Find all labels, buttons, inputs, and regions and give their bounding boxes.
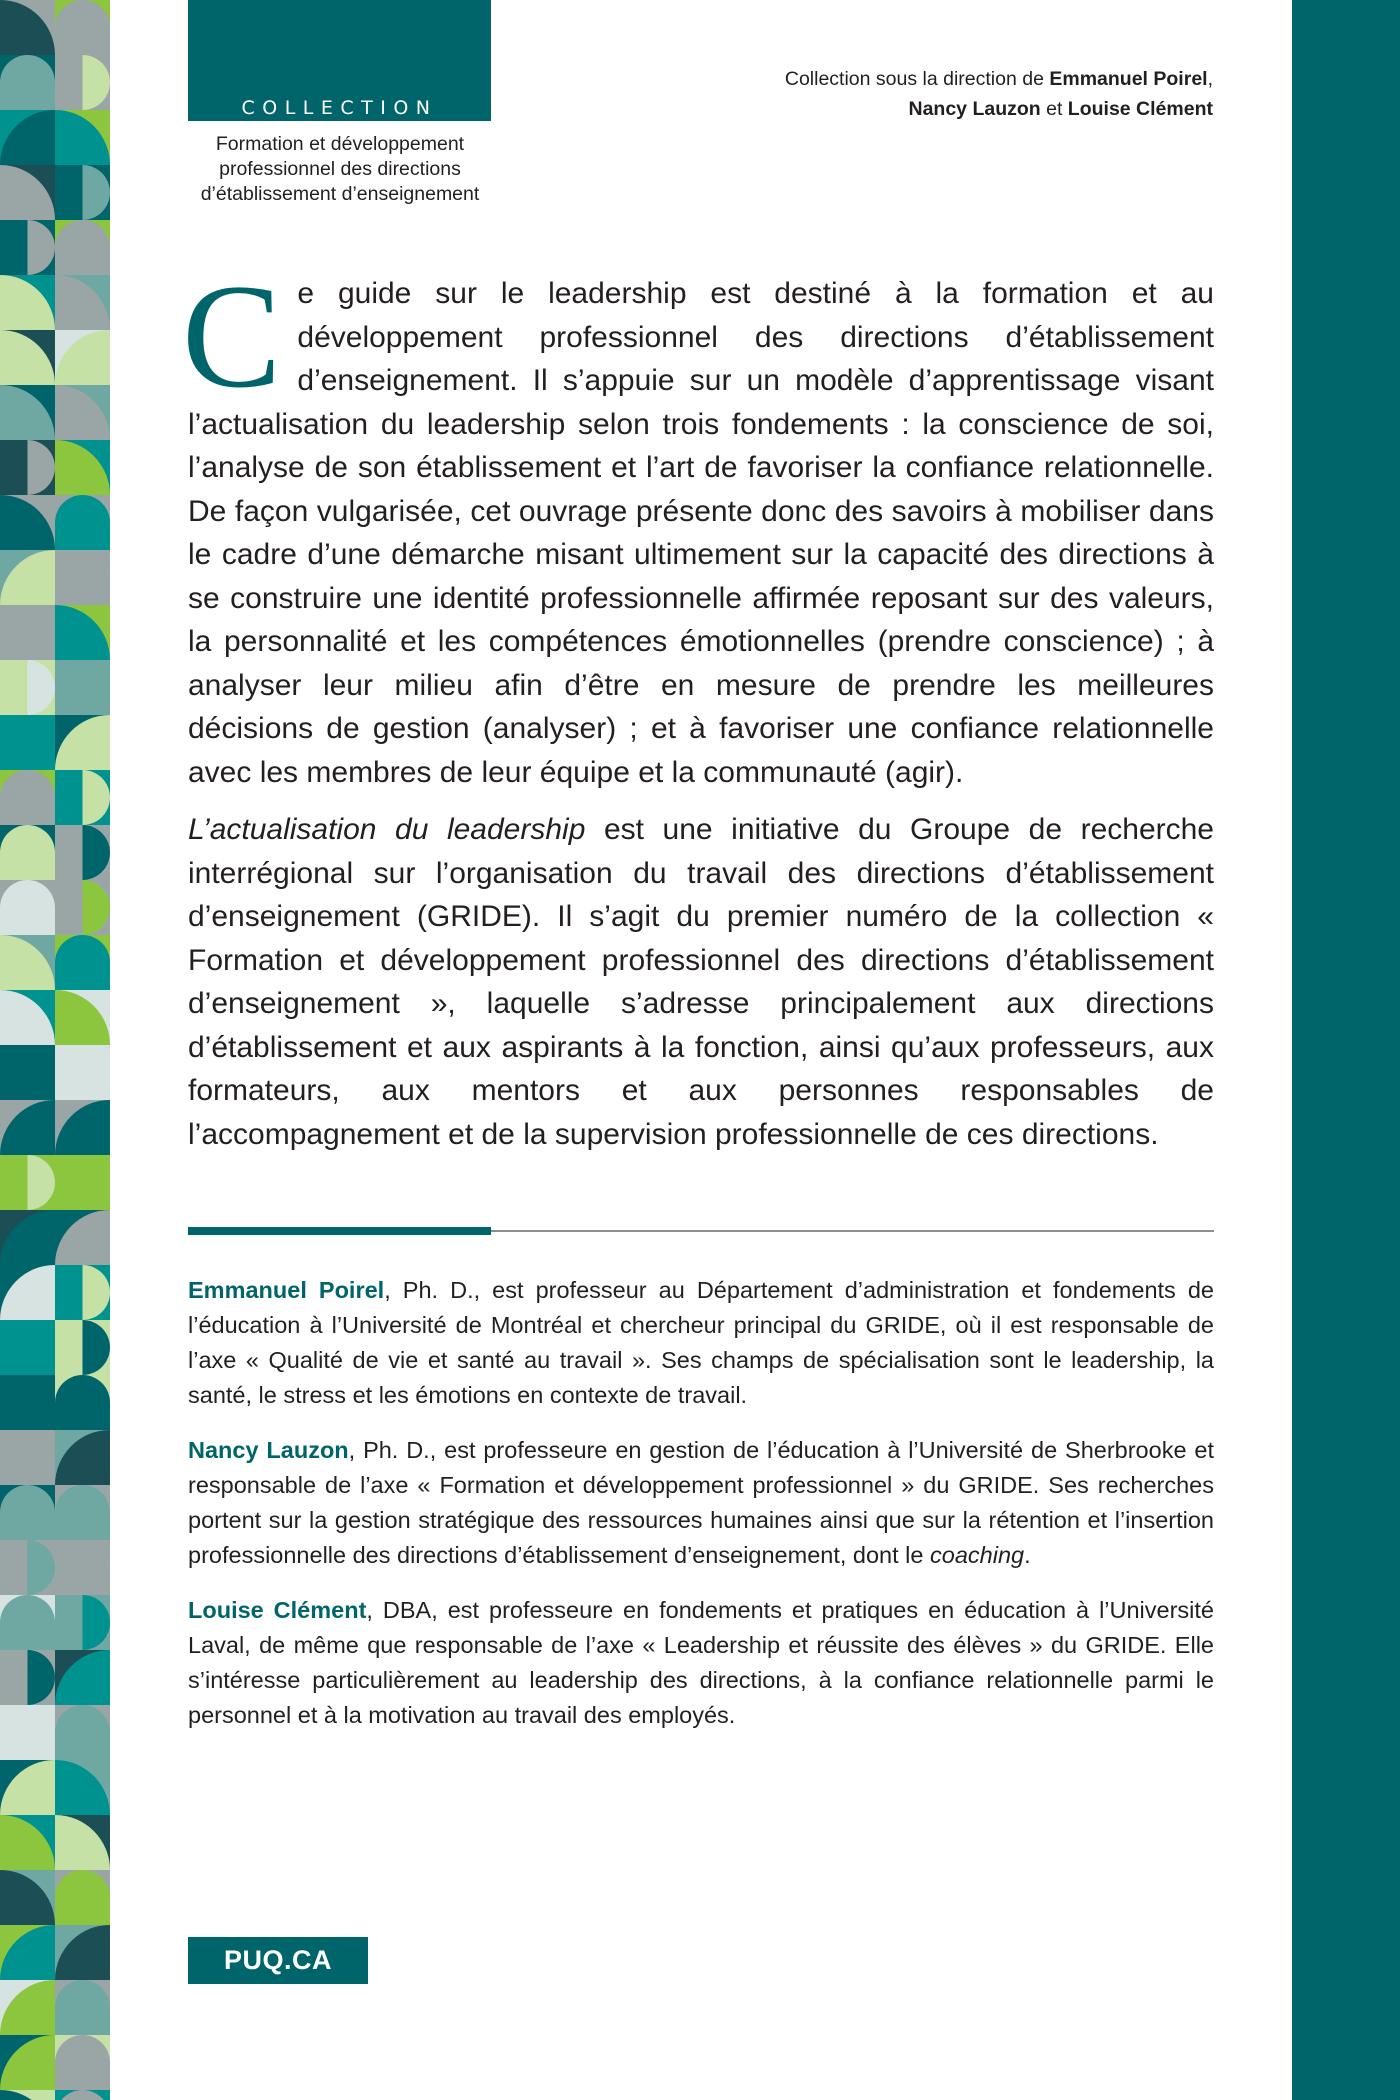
editors-line-1 bbox=[785, 64, 1213, 94]
pattern-shape bbox=[55, 220, 110, 275]
author-bio bbox=[188, 1433, 1214, 1573]
pattern-shape bbox=[55, 495, 110, 550]
editors-line-2 bbox=[785, 94, 1213, 124]
description-text: e guide sur le leadership est destiné à la formation et au développement professionnel des directions d’établissement d’enseignement. Il s’appuie sur un modèle d’apprentissage visant l’actualisation du leadership selon trois fondements : la conscience de soi, l’analyse de son établissement et l’art de favoriser la confiance relationnelle. De façon vulgarisée, cet ouvrage présente donc des savoirs à mobiliser dans le cadre d’une démarche misant ultimement sur la capacité des directions à se construire une identité professionnelle affirmée reposant sur des valeurs, la personnalité et les compétences émotionnelles (prendre conscience) ; à analyser leur milieu afin d’être en mesure de prendre les meilleures décisions de gestion (analyser) ; et à favoriser une confiance relationnelle avec les membres de leur équipe et la communauté (agir). bbox=[188, 277, 1214, 789]
divider-accent bbox=[188, 1227, 491, 1235]
collection-subtitle-line: d’établissement d’enseignement bbox=[200, 183, 480, 205]
geometric-pattern bbox=[0, 0, 110, 2100]
collection-subtitle-line: Formation et développement bbox=[215, 133, 465, 155]
pattern-shape bbox=[0, 825, 55, 880]
pattern-shape bbox=[55, 1705, 110, 1760]
divider-line bbox=[491, 1230, 1214, 1232]
author-bio-end: . bbox=[1024, 1542, 1031, 1568]
publisher-website-badge[interactable] bbox=[188, 1937, 368, 1984]
pattern-shape bbox=[55, 1980, 110, 2035]
author-name: Nancy Lauzon bbox=[188, 1437, 349, 1463]
editor-name: Nancy Lauzon bbox=[908, 98, 1041, 120]
editor-name: Louise Clément bbox=[1067, 98, 1213, 120]
collection-label: COLLECTION bbox=[241, 97, 438, 119]
book-title: L’actualisation du leadership bbox=[188, 813, 586, 846]
pattern-shape bbox=[0, 715, 55, 770]
author-bio bbox=[188, 1273, 1214, 1413]
author-bio bbox=[188, 1593, 1214, 1733]
decorative-pattern-strip bbox=[0, 0, 110, 2100]
author-bio-italic: coaching bbox=[930, 1542, 1025, 1568]
pattern-shape bbox=[0, 1485, 55, 1540]
pattern-shape bbox=[55, 935, 110, 990]
pattern-shape bbox=[55, 1375, 110, 1430]
author-bio-text: , Ph. D., est professeur au Département d’administration et fondements de l’éducation à l’Université de Montréal et chercheur principal du GRIDE, où il est responsable de l’axe « Qualité de vie et santé au travail ». Ses champs de spécialisation sont le leadership, la santé, le stress et les émotions en contexte de travail. bbox=[188, 1277, 1214, 1408]
author-bio-text: , DBA, est professeure en fondements et pratiques en éducation à l’Université Laval, de même que responsable de l’axe « Leadership et réussite des élèves » du GRIDE. Elle s’intéresse particulièrement au leadership des directions, à la confiance relationnelle parmi le personnel et à la motivation au travail des employés. bbox=[188, 1597, 1214, 1728]
editor-name: Emmanuel Poirel bbox=[1049, 68, 1208, 90]
pattern-shape bbox=[0, 1595, 55, 1650]
author-name: Emmanuel Poirel bbox=[188, 1277, 385, 1303]
pattern-shape bbox=[0, 880, 55, 935]
description-paragraph-2 bbox=[188, 808, 1214, 1156]
pattern-shape bbox=[0, 1045, 55, 1100]
collection-subtitle-line: professionnel des directions bbox=[219, 158, 461, 180]
drop-cap: C bbox=[182, 254, 282, 419]
pattern-shape bbox=[55, 0, 110, 55]
book-description bbox=[182, 254, 1214, 1170]
pattern-shape bbox=[55, 1870, 110, 1925]
collection-subtitle bbox=[182, 132, 498, 207]
collection-badge bbox=[188, 0, 491, 121]
description-text: est une initiative du Groupe de recherche interrégional sur l’organisation du travail des directions d’établissement d’enseignement (GRIDE). Il s’agit du premier numéro de la collection « Formation et développement professionnel des directions d’établissement d’enseignement », laquelle s’adresse principalement aux directions d’établissement et aux aspirants à la fonction, ainsi qu’aux professeurs, aux formateurs, aux mentors et aux personnes responsables de l’accompagnement et de la supervision professionnelle de ces directions. bbox=[188, 813, 1214, 1151]
publisher-website-label: PUQ.CA bbox=[223, 1945, 332, 1975]
right-color-band bbox=[1292, 0, 1400, 2100]
pattern-shape bbox=[0, 1705, 55, 1760]
editors-comma: , bbox=[1207, 68, 1213, 90]
collection-editors bbox=[785, 64, 1213, 124]
editors-connector: et bbox=[1040, 98, 1068, 120]
pattern-shape bbox=[0, 55, 55, 110]
pattern-shape bbox=[0, 770, 55, 825]
pattern-shape bbox=[55, 1540, 110, 1595]
pattern-shape bbox=[55, 1485, 110, 1540]
pattern-shape bbox=[55, 2035, 110, 2090]
author-name: Louise Clément bbox=[188, 1597, 367, 1623]
author-bio-text: , Ph. D., est professeure en gestion de l’éducation à l’Université de Sherbrooke et responsable de l’axe « Formation et développement professionnel » du GRIDE. Ses recherches portent sur la gestion stratégique des ressources humaines ainsi que sur la rétention et l’insertion professionnelle des directions d’établissement d’enseignement, dont le bbox=[188, 1437, 1214, 1568]
editors-prefix: Collection sous la direction de bbox=[784, 68, 1050, 90]
author-bios bbox=[188, 1273, 1214, 1753]
pattern-shape bbox=[0, 1430, 55, 1485]
description-paragraph-1 bbox=[182, 254, 1214, 794]
